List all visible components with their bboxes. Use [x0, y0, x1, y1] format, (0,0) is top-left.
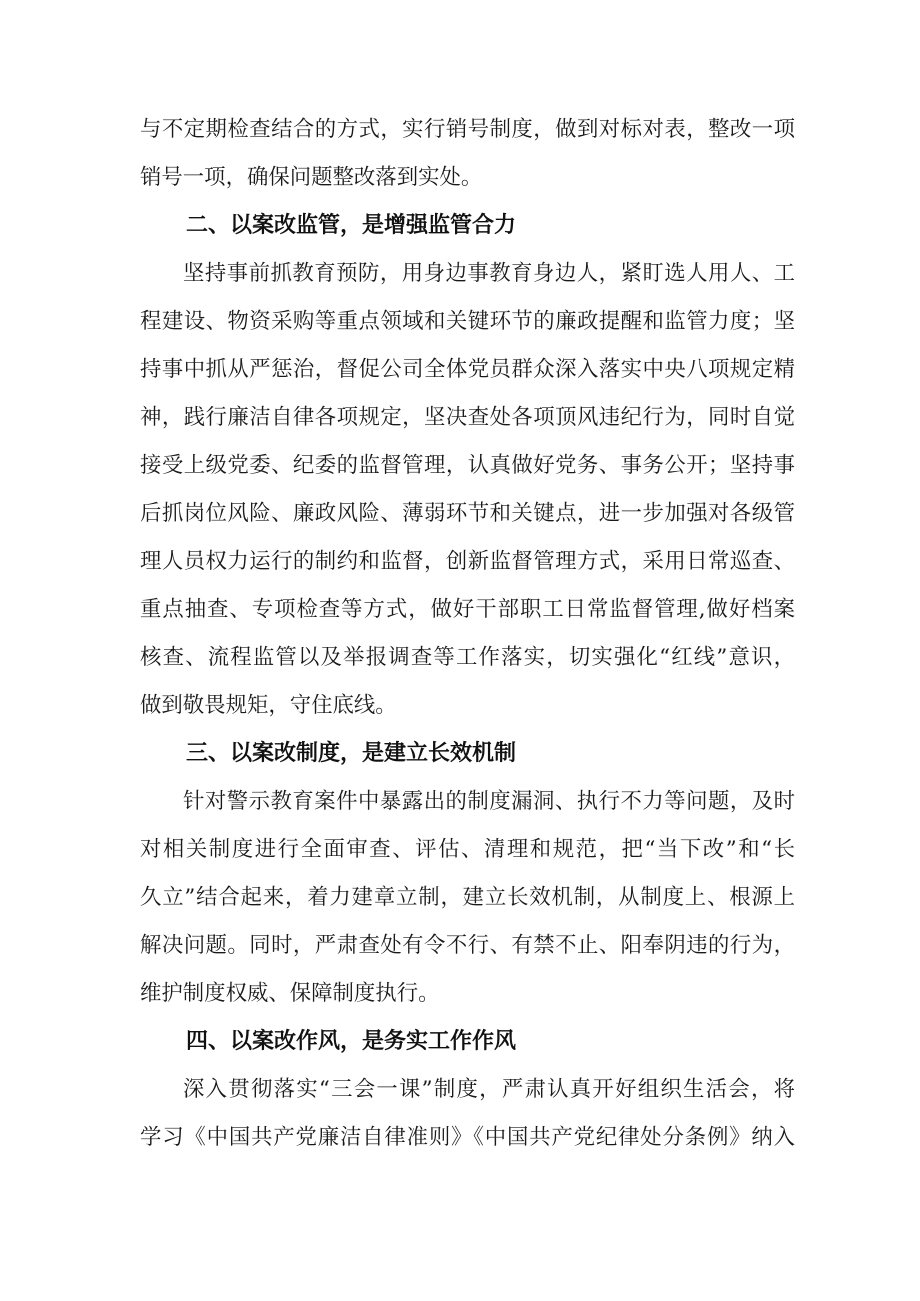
paragraph-line: 久立”结合起来，着力建章立制，建立长效机制，从制度上、根源上: [140, 885, 795, 910]
section-heading-2: 二、以案改监管，是增强监管合力: [186, 213, 517, 238]
paragraph-line: 理人员权力运行的制约和监督，创新监督管理方式，采用日常巡查、: [140, 549, 795, 574]
paragraph-line: 深入贯彻落实“三会一课”制度，严肃认真开好组织生活会，将: [183, 1077, 795, 1102]
paragraph-line: 神，践行廉洁自律各项规定，坚决查处各项顶风违纪行为，同时自觉: [140, 405, 795, 430]
paragraph-line: 坚持事前抓教育预防，用身边事教育身边人，紧盯选人用人、工: [183, 261, 795, 286]
section-heading-4: 四、以案改作风，是务实工作作风: [186, 1029, 517, 1054]
paragraph-line: 针对警示教育案件中暴露出的制度漏洞、执行不力等问题，及时: [183, 789, 795, 814]
document-body: [140, 106, 795, 1162]
paragraph-line: 学习《中国共产党廉洁自律准则》《中国共产党纪律处分条例》纳入: [140, 1125, 795, 1150]
paragraph-line: 与不定期检查结合的方式，实行销号制度，做到对标对表，整改一项: [140, 117, 795, 142]
paragraph-line: 做到敬畏规矩，守住底线。: [140, 693, 397, 718]
paragraph-line: 重点抽查、专项检查等方式，做好干部职工日常监督管理,做好档案: [140, 597, 795, 622]
paragraph-line: 对相关制度进行全面审查、评估、清理和规范，把“当下改”和“长: [140, 837, 795, 862]
paragraph-line: 维护制度权威、保障制度执行。: [140, 981, 440, 1006]
paragraph-line: 解决问题。同时，严肃查处有令不行、有禁不止、阳奉阴违的行为，: [140, 933, 795, 958]
paragraph-line: 程建设、物资采购等重点领域和关键环节的廉政提醒和监管力度；坚: [140, 309, 795, 334]
paragraph-line: 销号一项，确保问题整改落到实处。: [140, 165, 483, 190]
paragraph-line: 后抓岗位风险、廉政风险、薄弱环节和关键点，进一步加强对各级管: [140, 501, 795, 526]
paragraph-line: 持事中抓从严惩治，督促公司全体党员群众深入落实中央八项规定精: [140, 357, 795, 382]
paragraph-line: 核查、流程监管以及举报调查等工作落实，切实强化“红线”意识，: [140, 645, 795, 670]
paragraph-line: 接受上级党委、纪委的监督管理，认真做好党务、事务公开；坚持事: [140, 453, 795, 478]
section-heading-3: 三、以案改制度，是建立长效机制: [186, 741, 517, 766]
